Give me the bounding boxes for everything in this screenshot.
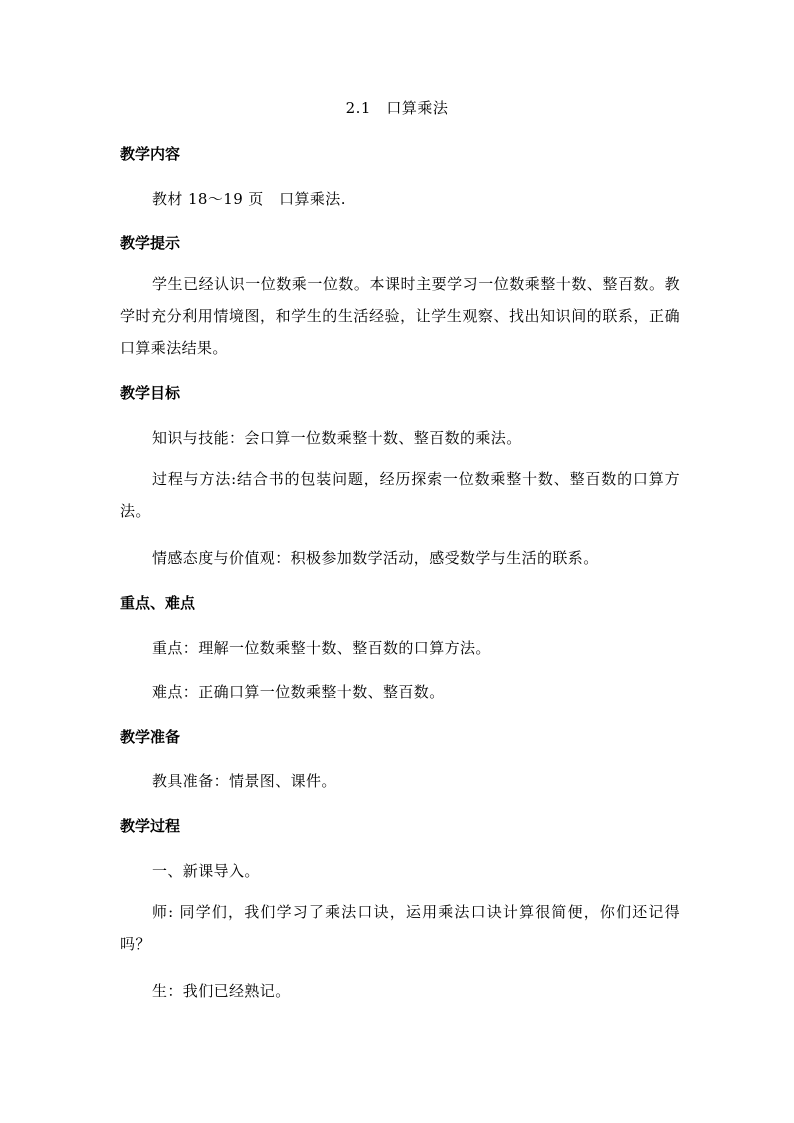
- section-heading-preparation: 教学准备: [120, 728, 181, 746]
- section-heading-key-points: 重点、难点: [120, 594, 196, 612]
- page-title: 2.1 口算乘法: [345, 99, 449, 117]
- section-heading-goals: 教学目标: [120, 384, 181, 402]
- process-item-student: 生：我们已经熟记。: [152, 982, 291, 1000]
- goal-item-attitude: 情感态度与价值观：积极参加数学活动，感受数学与生活的联系。: [152, 549, 599, 567]
- section-heading-process: 教学过程: [120, 817, 181, 835]
- process-item-teacher: 师: 同学们，我们学习了乘法口诀，运用乘法口诀计算很简便，你们还记得吗？: [120, 903, 680, 953]
- preparation-text: 教具准备：情景图、课件。: [152, 772, 337, 790]
- difficulty-item: 难点：正确口算一位数乘整十数、整百数。: [152, 683, 445, 701]
- goal-item-knowledge: 知识与技能：会口算一位数乘整十数、整百数的乘法。: [152, 429, 522, 447]
- section-heading-tips: 教学提示: [120, 234, 181, 252]
- goal-item-process: 过程与方法:结合书的包装问题，经历探索一位数乘整十数、整百数的口算方法。: [120, 470, 680, 520]
- key-point-item: 重点：理解一位数乘整十数、整百数的口算方法。: [152, 639, 491, 657]
- tips-paragraph: 学生已经认识一位数乘一位数。本课时主要学习一位数乘整十数、整百数。教学时充分利用情境图，和学生的生活经验，让学生观察、找出知识间的联系，正确口算乘法结果。: [120, 275, 680, 357]
- section-heading-content: 教学内容: [120, 145, 181, 163]
- process-item-intro: 一、新课导入。: [152, 862, 260, 880]
- content-text: 教材 18～19 页 口算乘法.: [152, 190, 346, 208]
